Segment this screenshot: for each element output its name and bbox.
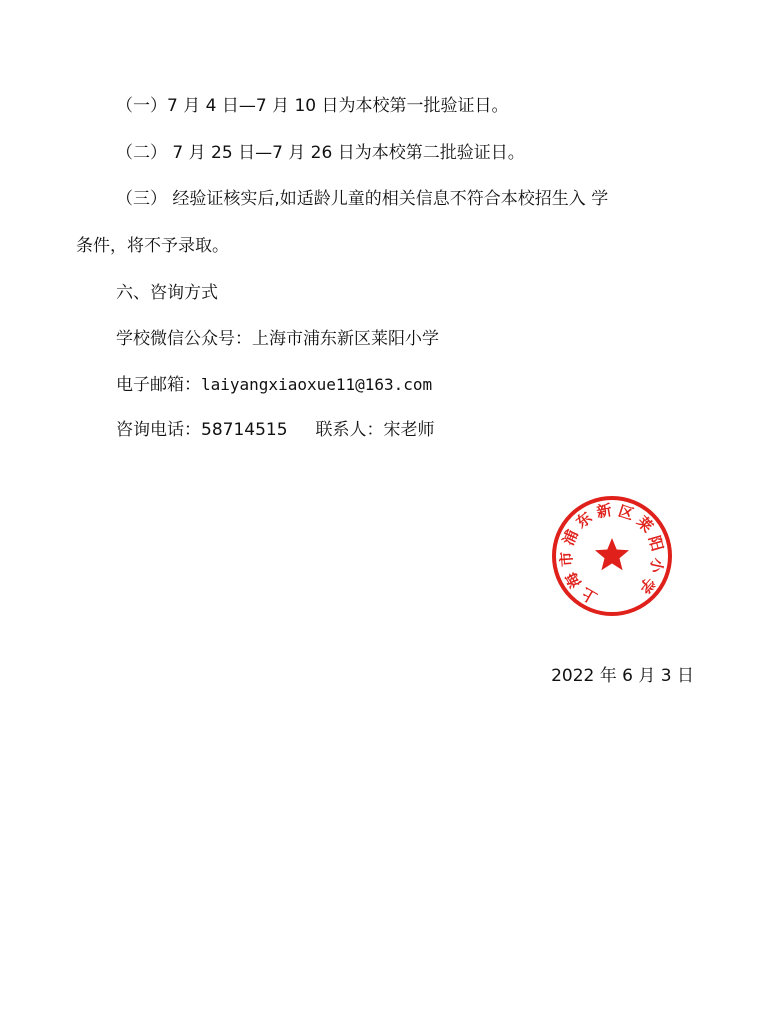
seal-char: 阳 [645, 533, 667, 554]
seal-char: 新 [595, 501, 614, 522]
seal-char: 区 [616, 501, 636, 524]
phone-value[interactable]: 58714515 [201, 420, 288, 440]
contact-value: 宋老师 [383, 420, 435, 440]
seal-char: 学 [635, 573, 659, 597]
wechat-account: 学校微信公众号：上海市浦东新区莱阳小学 [116, 329, 439, 349]
document-date: 2022 年 6 月 3 日 [551, 666, 694, 686]
official-seal [550, 494, 674, 618]
contact-label: 联系人： [315, 420, 384, 440]
email-label: 电子邮箱： [116, 375, 201, 395]
seal-char: 东 [572, 508, 596, 532]
item-3-line-1: （三） 经验证核实后,如适龄儿童的相关信息不符合本校招生入 学 [116, 189, 609, 209]
phone-line [116, 418, 435, 442]
email-line [116, 373, 432, 397]
seal-char: 莱 [633, 512, 657, 537]
star-icon [595, 538, 629, 570]
item-2: （二） 7 月 25 日—7 月 26 日为本校第二批验证日。 [116, 143, 525, 163]
seal-char: 市 [557, 551, 577, 568]
item-1: （一）7 月 4 日—7 月 10 日为本校第一批验证日。 [116, 96, 509, 116]
seal-char: 上 [578, 583, 601, 607]
seal-char: 小 [646, 556, 667, 575]
item-3-line-2: 条件，将不予录取。 [76, 236, 229, 256]
email-value[interactable]: laiyangxiaoxue11@163.com [201, 375, 433, 394]
seal-char: 海 [561, 568, 585, 592]
phone-label: 咨询电话： [116, 420, 201, 440]
seal-char: 浦 [559, 526, 582, 549]
section-6-title: 六、咨询方式 [116, 283, 218, 303]
